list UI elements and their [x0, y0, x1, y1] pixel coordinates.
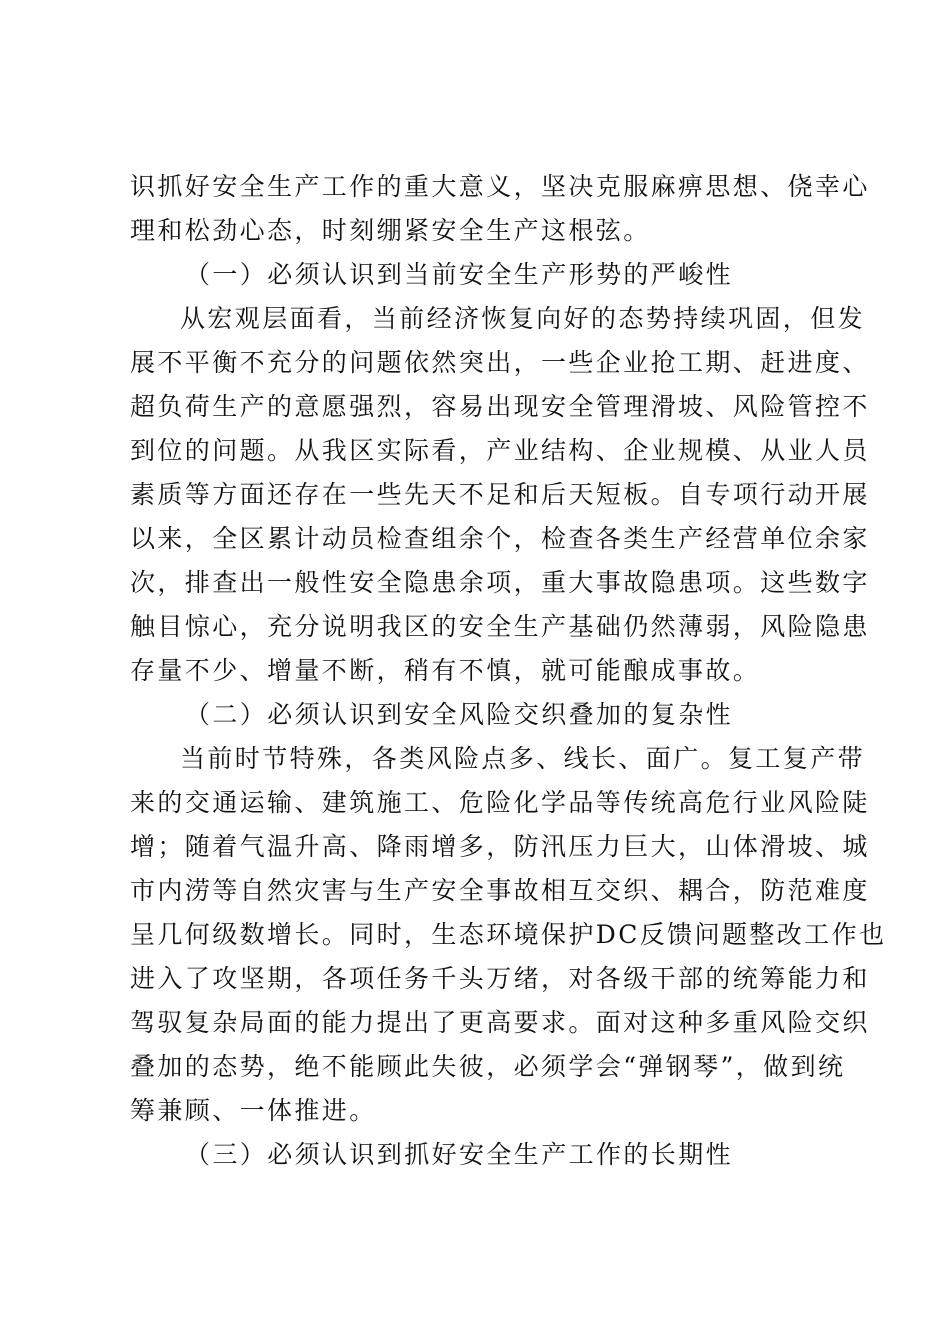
body-text-line: 触目惊心，充分说明我区的安全生产基础仍然薄弱，风险隐患: [130, 612, 870, 641]
body-text-line: 展不平衡不充分的问题依然突出，一些企业抢工期、赶进度、: [130, 348, 870, 377]
body-text-line: 超负荷生产的意愿强烈，容易出现安全管理滑坡、风险管控不: [130, 392, 870, 421]
body-text-line: 次，排查出一般性安全隐患余项，重大事故隐患项。这些数字: [130, 568, 870, 597]
section-heading-1: （一）必须认识到当前安全生产形势的严峻性: [185, 260, 734, 289]
section-heading-3: （三）必须认识到抓好安全生产工作的长期性: [185, 1140, 734, 1169]
body-text-line: 当前时节特殊，各类风险点多、线长、面广。复工复产带: [180, 744, 866, 773]
section-heading-2: （二）必须认识到安全风险交织叠加的复杂性: [185, 700, 734, 729]
body-text-line: 到位的问题。从我区实际看，产业结构、企业规模、从业人员: [130, 436, 870, 465]
body-text-line: 从宏观层面看，当前经济恢复向好的态势持续巩固，但发: [180, 304, 866, 333]
body-text-line: 素质等方面还存在一些先天不足和后天短板。自专项行动开展: [130, 480, 870, 509]
body-text-line: 来的交通运输、建筑施工、危险化学品等传统高危行业风险陡: [130, 788, 870, 817]
body-text-line: 市内涝等自然灾害与生产安全事故相互交织、耦合，防范难度: [130, 876, 870, 905]
body-text-line: 理和松劲心态，时刻绷紧安全生产这根弦。: [130, 216, 651, 245]
body-text-line: 叠加的态势，绝不能顾此失彼，必须学会“弹钢琴”，做到统: [130, 1052, 846, 1081]
body-text-line: 增；随着气温升高、降雨增多，防汛压力巨大，山体滑坡、城: [130, 832, 870, 861]
body-text-line: 驾驭复杂局面的能力提出了更高要求。面对这种多重风险交织: [130, 1008, 870, 1037]
body-text-line: 以来，全区累计动员检查组余个，检查各类生产经营单位余家: [130, 524, 870, 553]
body-text-line: 存量不少、增量不断，稍有不慎，就可能酿成事故。: [130, 656, 761, 685]
body-text-line: 识抓好安全生产工作的重大意义，坚决克服麻痹思想、侥幸心: [130, 172, 870, 201]
body-text-line: 进入了攻坚期，各项任务千头万绪，对各级干部的统筹能力和: [130, 964, 870, 993]
body-text-line: 呈几何级数增长。同时，生态环境保护DC反馈问题整改工作也: [130, 920, 887, 949]
body-text-line: 筹兼顾、一体推进。: [130, 1096, 377, 1125]
